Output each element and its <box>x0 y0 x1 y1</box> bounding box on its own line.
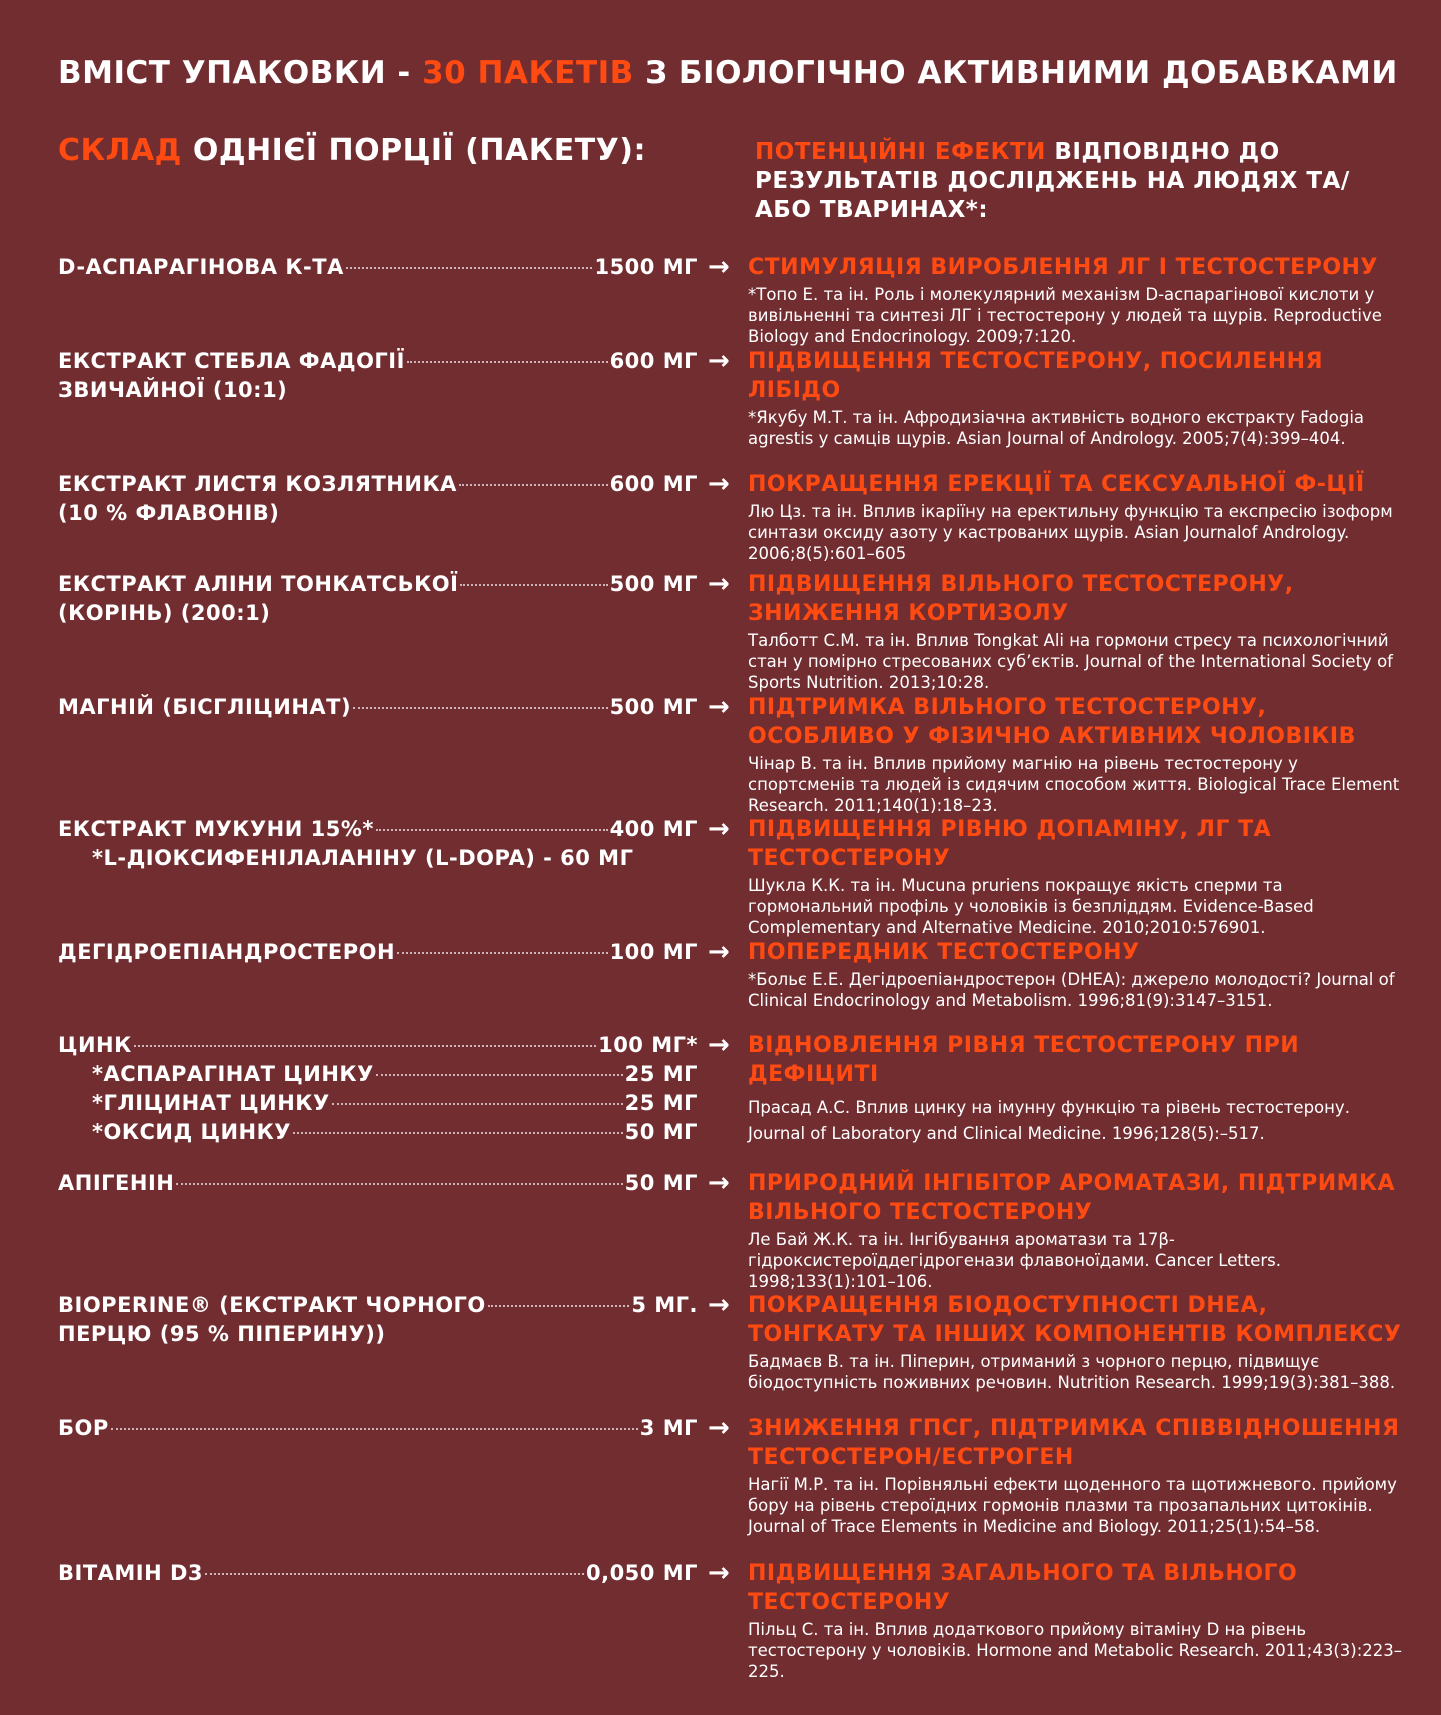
effect-reference: Прасад А.С. Вплив цинку на імунну функцію та рівень тестостерону. Journal of Laboratory and Clinical Medicine. 1996;128(5):–517. <box>748 1098 1350 1143</box>
effect-reference: Пільц С. та ін. Вплив додаткового прийому вітаміну D на рівень тестостерону у чоловіків. Hormone and Metabolic Research. 2011;43(3):223–225. <box>748 1620 1403 1681</box>
arrow-icon: → <box>708 569 730 599</box>
ingredient-sub-name: *АСПАРАГІНАТ ЦИНКУ <box>92 1062 374 1086</box>
effect-title: ПІДВИЩЕННЯ ВІЛЬНОГО ТЕСТОСТЕРОНУ, ЗНИЖЕННЯ КОРТИЗОЛУ <box>748 572 1294 626</box>
effect-reference: *Больє Е.Е. Дегідроепіандростерон (DHEA): джерело молодості? Journal of Clinical Endocrinology and Metabolism. 1996;81(9):3147–3151. <box>748 970 1395 1010</box>
ingredient-dose: 100 МГ* <box>598 1033 698 1057</box>
ingredient-name: ДЕГІДРОЕПІАНДРОСТЕРОН <box>58 940 396 964</box>
arrow-icon: → <box>708 1558 730 1588</box>
ingredient-sub-dose: 25 МГ <box>624 1091 698 1115</box>
arrow-icon: → <box>708 1290 730 1320</box>
effect-block <box>748 1031 1408 1147</box>
ingredient-sub-name: *ГЛІЦИНАТ ЦИНКУ <box>92 1091 330 1115</box>
ingredient-row <box>58 570 698 628</box>
ingredient-sub-dose: 50 МГ <box>624 1120 698 1144</box>
effects-heading-rest: ВІДПОВІДНО ДО РЕЗУЛЬТАТІВ ДОСЛІДЖЕНЬ НА ЛЮДЯХ ТА/АБО ТВАРИНАХ*: <box>755 139 1350 223</box>
dot-leader <box>176 1183 622 1185</box>
dot-leader <box>134 1045 596 1047</box>
effect-reference: Шукла К.К. та ін. Mucuna pruriens покращує якість сперми та гормональний профіль у чоловіків із безпліддям. Evidence-Based Complementary and Alternative Medicine. 2010;2010:576901. <box>748 876 1314 937</box>
arrow-icon: → <box>708 469 730 499</box>
effects-heading <box>755 138 1395 225</box>
ingredient-sub-name: *ОКСИД ЦИНКУ <box>92 1120 291 1144</box>
ingredient-dose: 100 МГ <box>609 940 698 964</box>
ingredient-dose: 600 МГ <box>609 472 698 496</box>
composition-heading-rest: ОДНІЄЇ ПОРЦІЇ (ПАКЕТУ): <box>181 133 647 168</box>
ingredient-dose: 500 МГ <box>609 695 698 719</box>
arrow-icon: → <box>708 1168 730 1198</box>
ingredient-sub-note: *L-ДІОКСИФЕНІЛАЛАНІНУ (L-DOPA) - 60 МГ <box>92 846 634 870</box>
ingredient-name: АПІГЕНІН <box>58 1171 175 1195</box>
ingredient-dose: 1500 МГ <box>594 255 698 279</box>
dot-leader <box>293 1132 623 1134</box>
ingredient-name-cont: (10 % ФЛАВОНІВ) <box>58 501 280 525</box>
ingredient-dose: 3 МГ <box>639 1416 698 1440</box>
ingredient-dose: 0,050 МГ <box>585 1561 698 1585</box>
ingredient-name: D-АСПАРАГІНОВА К-ТА <box>58 255 344 279</box>
ingredient-name: МАГНІЙ (БІСГЛІЦИНАТ) <box>58 695 352 719</box>
ingredient-row <box>58 253 698 282</box>
arrow-icon: → <box>708 252 730 282</box>
effect-title: ПОКРАЩЕННЯ БІОДОСТУПНОСТІ DHEA, ТОНГКАТУ ТА ІНШИХ КОМПОНЕНТІВ КОМПЛЕКСУ <box>748 1293 1402 1347</box>
effect-reference: Ле Бай Ж.К. та ін. Інгібування ароматази та 17β-гідроксистероїддегідрогенази флавоноїдами. Cancer Letters. 1998;133(1):101–106. <box>748 1230 1281 1291</box>
dot-leader <box>346 267 593 269</box>
ingredient-name-cont: ЗВИЧАЙНОЇ (10:1) <box>58 378 288 402</box>
page-title <box>58 50 1398 96</box>
effect-title: ВІДНОВЛЕННЯ РІВНЯ ТЕСТОСТЕРОНУ ПРИ ДЕФІЦИТІ <box>748 1033 1300 1087</box>
effect-reference: Нагії М.Р. та ін. Порівняльні ефекти щоденного та щотижневого. прийому бору на рівень стероїдних гормонів плазми та прозапальних цитокінів. Journal of Trace Elements in Medicine and Biology. 2011;25(1):54–58. <box>748 1475 1397 1536</box>
effect-reference: *Топо Е. та ін. Роль і молекулярний механізм D-аспарагінової кислоти у вивільненні та синтезі ЛГ і тестостерону у людей та щурів. Reproductive Biology and Endocrinology. 2009;7:120. <box>748 285 1382 346</box>
ingredient-row <box>58 1031 698 1147</box>
arrow-icon: → <box>708 346 730 376</box>
effect-title: ПРИРОДНИЙ ІНГІБІТОР АРОМАТАЗИ, ПІДТРИМКА ВІЛЬНОГО ТЕСТОСТЕРОНУ <box>748 1171 1396 1225</box>
arrow-icon: → <box>708 937 730 967</box>
effect-title: ПІДВИЩЕННЯ ТЕСТОСТЕРОНУ, ПОСИЛЕННЯ ЛІБІДО <box>748 349 1324 403</box>
ingredient-row <box>58 470 698 528</box>
effect-block <box>748 570 1408 693</box>
effect-block <box>748 1559 1408 1682</box>
effect-title: ПОКРАЩЕННЯ ЕРЕКЦІЇ ТА СЕКСУАЛЬНОЇ Ф-ЦІЇ <box>748 472 1365 497</box>
ingredient-name: ЦИНК <box>58 1033 132 1057</box>
effect-block <box>748 815 1408 938</box>
ingredient-name: ЕКСТРАКТ ЛИСТЯ КОЗЛЯТНИКА <box>58 472 457 496</box>
dot-leader <box>488 1305 630 1307</box>
effect-reference: Чінар В. та ін. Вплив прийому магнію на рівень тестостерону у спортсменів та людей із сидячим способом життя. Biological Trace Element Research. 2011;140(1):18–23. <box>748 754 1400 815</box>
arrow-icon: → <box>708 1413 730 1443</box>
ingredient-row <box>58 815 698 873</box>
ingredient-row <box>58 1559 698 1588</box>
ingredient-dose: 600 МГ <box>609 349 698 373</box>
effect-reference: Лю Цз. та ін. Вплив ікаріїну на еректильну функцію та експресію ізоформ синтази оксиду азоту у кастрованих щурів. Asian Journalof Andrology. 2006;8(5):601–605 <box>748 502 1393 563</box>
effect-block <box>748 470 1408 564</box>
effect-block <box>748 693 1408 816</box>
effect-reference: *Якубу М.Т. та ін. Афродизіачна активність водного екстракту Fadogia agrestis у самців щурів. Asian Journal of Andrology. 2005;7(4):399–404. <box>748 408 1365 448</box>
ingredient-name-cont: (КОРІНЬ) (200:1) <box>58 601 271 625</box>
effect-title: ПІДВИЩЕННЯ ЗАГАЛЬНОГО ТА ВІЛЬНОГО ТЕСТОСТЕРОНУ <box>748 1561 1298 1615</box>
title-accent: 30 ПАКЕТІВ <box>422 55 634 91</box>
ingredient-row <box>58 1169 698 1198</box>
effect-block <box>748 1291 1408 1393</box>
dot-leader <box>460 584 607 586</box>
dot-leader <box>407 361 608 363</box>
arrow-icon: → <box>708 692 730 722</box>
ingredient-sub-dose: 25 МГ <box>624 1062 698 1086</box>
ingredient-name: BIOPERINE® (ЕКСТРАКТ ЧОРНОГО <box>58 1293 486 1317</box>
dot-leader <box>459 484 608 486</box>
ingredient-name: ЕКСТРАКТ СТЕБЛА ФАДОГІЇ <box>58 349 405 373</box>
effect-block <box>748 347 1408 449</box>
ingredient-name: ЕКСТРАКТ МУКУНИ 15%* <box>58 817 374 841</box>
effect-block <box>748 1169 1408 1292</box>
effect-title: ЗНИЖЕННЯ ГПСГ, ПІДТРИМКА СПІВВІДНОШЕННЯ ТЕСТОСТЕРОН/ЕСТРОГЕН <box>748 1416 1400 1470</box>
ingredient-row <box>58 938 698 967</box>
effects-heading-accent: ПОТЕНЦІЙНІ ЕФЕКТИ <box>755 139 1046 165</box>
title-pre: ВМІСТ УПАКОВКИ - <box>58 55 423 91</box>
ingredient-row <box>58 1414 698 1443</box>
ingredient-dose: 500 МГ <box>609 572 698 596</box>
composition-heading <box>58 128 646 174</box>
dot-leader <box>353 707 607 709</box>
effect-title: ПІДТРИМКА ВІЛЬНОГО ТЕСТОСТЕРОНУ, ОСОБЛИВО У ФІЗИЧНО АКТИВНИХ ЧОЛОВІКІВ <box>748 695 1356 749</box>
effect-reference: Бадмаєв В. та ін. Піперин, отриманий з чорного перцю, підвищує біодоступність поживних речовин. Nutrition Research. 1999;19(3):381–388. <box>748 1352 1396 1392</box>
effect-reference: Талботт С.М. та ін. Вплив Tongkat Ali на гормони стресу та психологічний стан у помірно стресованих суб’єктів. Journal of the International Society of Sports Nutrition. 2013;10:28. <box>748 631 1393 692</box>
ingredient-dose: 5 МГ. <box>631 1293 698 1317</box>
ingredient-name: ВІТАМІН D3 <box>58 1561 204 1585</box>
effect-title: СТИМУЛЯЦІЯ ВИРОБЛЕННЯ ЛГ І ТЕСТОСТЕРОНУ <box>748 255 1378 280</box>
arrow-icon: → <box>708 814 730 844</box>
ingredient-row <box>58 347 698 405</box>
ingredient-dose: 400 МГ <box>609 817 698 841</box>
effect-title: ПІДВИЩЕННЯ РІВНЮ ДОПАМІНУ, ЛГ ТА ТЕСТОСТЕРОНУ <box>748 817 1272 871</box>
ingredient-name: ЕКСТРАКТ АЛІНИ ТОНКАТСЬКОЇ <box>58 572 459 596</box>
title-post: З БІОЛОГІЧНО АКТИВНИМИ ДОБАВКАМИ <box>633 55 1398 91</box>
dot-leader <box>111 1428 638 1430</box>
dot-leader <box>376 1074 623 1076</box>
effect-block <box>748 938 1408 1011</box>
dot-leader <box>397 952 607 954</box>
effect-title: ПОПЕРЕДНИК ТЕСТОСТЕРОНУ <box>748 940 1140 965</box>
arrow-icon: → <box>708 1030 730 1060</box>
dot-leader <box>376 829 608 831</box>
ingredient-row <box>58 693 698 722</box>
ingredient-name-cont: ПЕРЦЮ (95 % ПІПЕРИНУ)) <box>58 1322 386 1346</box>
effect-block <box>748 1414 1408 1537</box>
effect-block <box>748 253 1408 347</box>
dot-leader <box>205 1573 584 1575</box>
dot-leader <box>332 1103 623 1105</box>
composition-heading-accent: СКЛАД <box>58 133 182 168</box>
ingredient-row <box>58 1291 698 1349</box>
ingredient-name: БОР <box>58 1416 109 1440</box>
ingredient-dose: 50 МГ <box>624 1171 698 1195</box>
